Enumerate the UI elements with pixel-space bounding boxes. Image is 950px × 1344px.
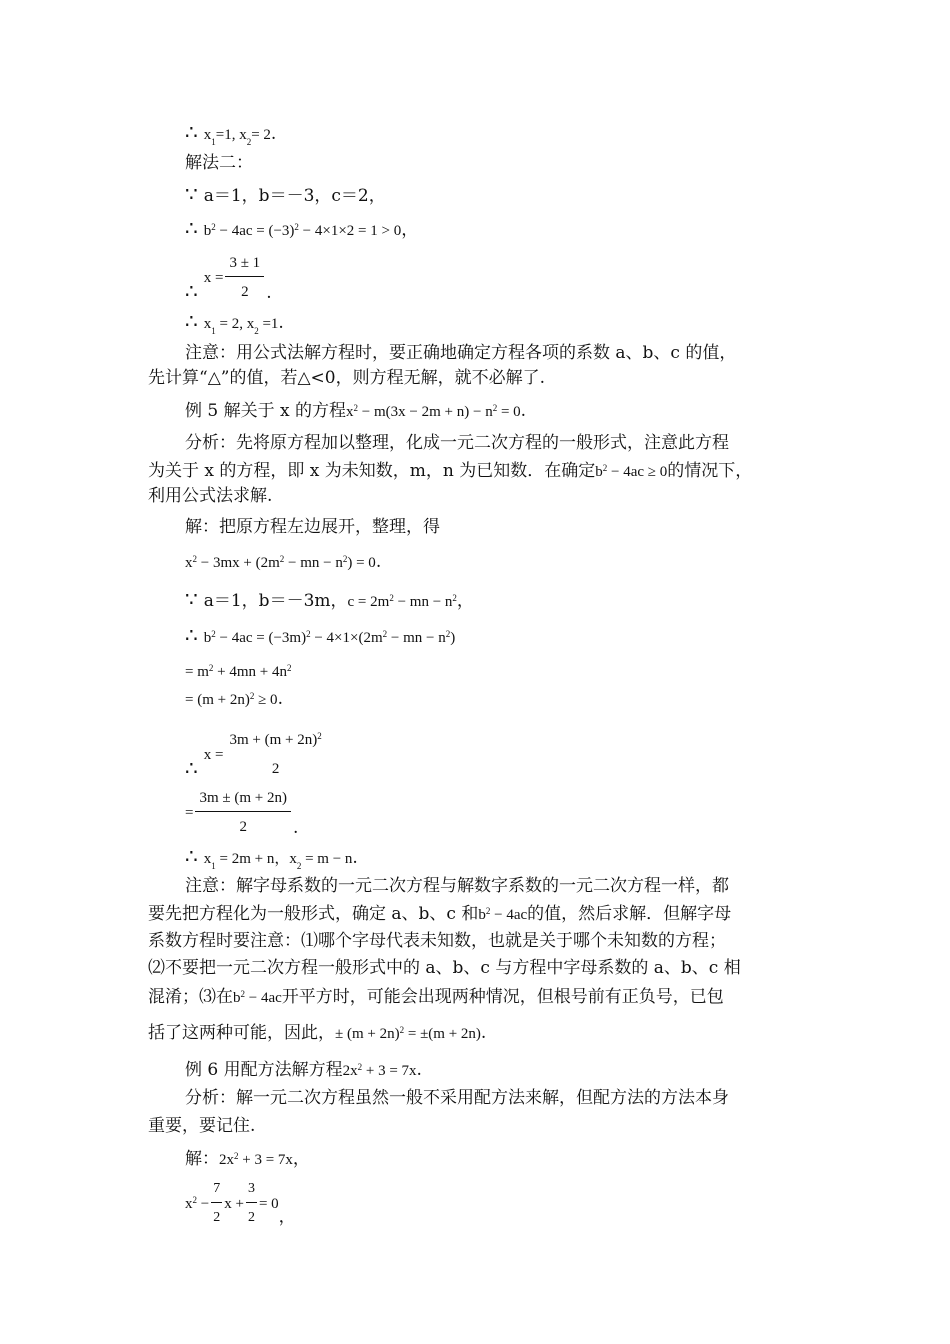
analysis-paragraph: 分析：先将原方程加以整理，化成一元二次方程的一般形式，注意此方程 [185, 433, 729, 453]
note-paragraph-2-line6: 括了这两种可能，因此，± $(m + 2n)^2 = \pm(m + 2n)$. [148, 1023, 487, 1043]
note-paragraph-2-line5: 混淆；⑶在$b^2 - 4ac$开平方时，可能会出现两种情况，但根号前有正负号，已包 [148, 987, 724, 1007]
roots-line: ∴ $x_1 = 2$, $x_2 =1$. [185, 309, 284, 336]
analysis-paragraph-2: 分析：解一元二次方程虽然一般不采用配方法来解，但配方法的方法本身 [185, 1088, 729, 1108]
coefficients-line: ∵ a＝1，b＝－3，c＝2， [185, 182, 386, 206]
roots-line-2: ∴ $x_1 = 2m + n$，$x_2 = m - n$. [185, 844, 358, 871]
example-5-title: 例 5 解关于 x 的方程$x^2 - m(3x - 2m + n) - n^2 = 0$. [185, 401, 527, 421]
discriminant-square: = $(m + 2n)^2 \ge 0$. [185, 689, 283, 709]
note-paragraph-2-line2: 要先把方程化为一般形式，确定 a、b、c 和$b^2 - 4ac$的值，然后求解．但解字母 [148, 904, 732, 924]
note-paragraph-2: 注意：解字母系数的一元二次方程与解数字系数的一元二次方程一样，都 [185, 876, 729, 896]
discriminant-expand: = $m^2 + 4mn + 4n^2$ [185, 663, 292, 680]
root-formula-line: ∴x = $3m + (m + 2n)^2$ 2 [185, 729, 328, 780]
discriminant-line: ∴ $b^2 - 4ac = (-3)^2 - 4\times 1\times 2 = 1 > 0$， [185, 216, 419, 240]
discriminant-line-2: ∴ $b^2 - 4ac = (-3m)^2 - 4\times 1\times(2m^2$ − mn − $n^2$) [185, 623, 456, 647]
because-symbol: ∵ [185, 182, 198, 206]
fraction: $3m + (m + 2n)^2$ 2 [229, 731, 322, 777]
therefore-symbol: ∴ [185, 120, 198, 144]
fraction-seven-halves: $\frac{7}{2}$ [211, 1178, 222, 1229]
analysis-paragraph-end: 利用公式法求解. [148, 486, 273, 506]
general-form-line: $x^2 - 3mx + (2m^2$ − mn − $n^2) = 0$. [185, 552, 382, 572]
note-paragraph-1: 注意：用公式法解方程时，要正确地确定方程各项的系数 a、b、c 的值， [185, 343, 737, 363]
line-x1-x2-solution: ∴ $x_1=1$, $x_2= 2$. [185, 120, 277, 147]
analysis-paragraph-cont: 为关于 x 的方程，即 x 为未知数，m，n 为已知数．在确定$b^2 - 4ac \ge 0$的情况下， [148, 461, 753, 481]
note-paragraph-2-line3: 系数方程时要注意：⑴哪个字母代表未知数，也就是关于哪个未知数的方程； [148, 931, 726, 951]
normalized-equation-line: $x^2$ − $\frac{7}{2}$ x + $\frac{3}{2}$ = 0， [185, 1178, 296, 1229]
fraction-three-halves: $\frac{3}{2}$ [246, 1178, 257, 1229]
root-formula-simplified: = $\frac{3m \pm (m + 2n)}{2}$ . [185, 787, 298, 838]
solution-intro: 解：把原方程左边展开，整理，得 [185, 517, 440, 537]
solution-line-6: 解：$2x^2 + 3 = 7x$， [185, 1149, 310, 1169]
example-6-title: 例 6 用配方法解方程$2x^2 + 3 = 7x$. [185, 1060, 422, 1080]
formula-line: ∴x = $\frac{3 \pm 1}{2}$ . [185, 252, 272, 303]
note-paragraph-2-line4: ⑵不要把一元二次方程一般形式中的 a、b、c 与方程中字母系数的 a、b、c 相 [148, 958, 741, 978]
note-paragraph-1-cont: 先计算“△”的值，若△<0，则方程无解，就不必解了. [148, 368, 545, 388]
fraction: $\frac{3m \pm (m + 2n)}{2}$ [195, 787, 291, 838]
method-two-heading: 解法二： [185, 153, 253, 173]
analysis-paragraph-2-cont: 重要，要记住. [148, 1116, 256, 1136]
fraction: $\frac{3 \pm 1}{2}$ [225, 252, 264, 303]
coefficients-line-2: ∵ a＝1，b＝－3m，$c = 2m^2$ − mn − $n^2$， [185, 587, 474, 611]
